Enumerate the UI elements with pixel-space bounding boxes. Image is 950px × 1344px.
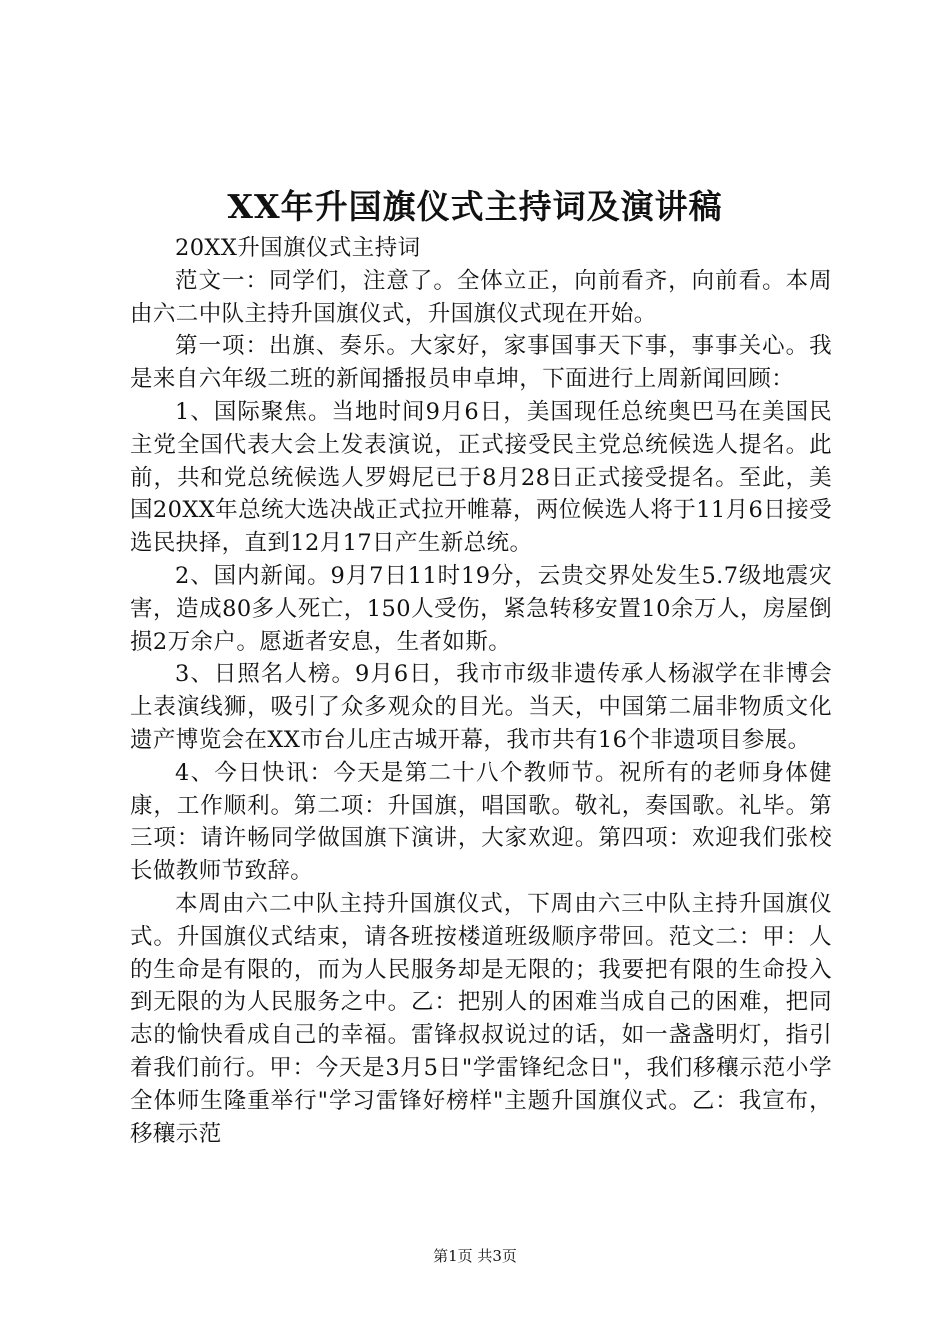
document-body <box>130 232 832 1150</box>
document-title: XX年升国旗仪式主持词及演讲稿 <box>227 187 723 226</box>
paragraph: 第一项：出旗、奏乐。大家好，家事国事天下事，事事关心。我是来自六年级二班的新闻播报员申卓坤，下面进行上周新闻回顾： <box>130 333 832 393</box>
page-number-footer: 第1页 共3页 <box>433 1247 517 1265</box>
paragraph: 3、日照名人榜。9月6日，我市市级非遗传承人杨淑学在非博会上表演线狮，吸引了众多观众的目光。当天，中国第二届非物质文化遗产博览会在XX市台儿庄古城开幕，我市共有16个非遗项目参展。 <box>130 661 832 753</box>
paragraph: 范文一：同学们，注意了。全体立正，向前看齐，向前看。本周由六二中队主持升国旗仪式，升国旗仪式现在开始。 <box>130 267 832 327</box>
paragraph: 1、国际聚焦。当地时间9月6日，美国现任总统奥巴马在美国民主党全国代表大会上发表演说，正式接受民主党总统候选人提名。此前，共和党总统候选人罗姆尼已于8月28日正式接受提名。至此，美国20XX年总统大选决战正式拉开帷幕，两位候选人将于11月6日接受选民抉择，直到12月17日产生新总统。 <box>130 398 832 557</box>
paragraph: 本周由六二中队主持升国旗仪式，下周由六三中队主持升国旗仪式。升国旗仪式结束，请各班按楼道班级顺序带回。范文二：甲：人的生命是有限的，而为人民服务却是无限的；我要把有限的生命投入到无限的为人民服务之中。乙：把别人的困难当成自己的困难，把同志的愉快看成自己的幸福。雷锋叔叔说过的话，如一盏盏明灯，指引着我们前行。甲：今天是3月5日"学雷锋纪念日"，我们移穰示范小学全体师生隆重举行"学习雷锋好榜样"主题升国旗仪式。乙：我宣布，移穰示范 <box>130 890 832 1147</box>
paragraph: 2、国内新闻。9月7日11时19分，云贵交界处发生5.7级地震灾害，造成80多人死亡，150人受伤，紧急转移安置10余万人，房屋倒损2万余户。愿逝者安息，生者如斯。 <box>130 562 832 655</box>
paragraph: 4、今日快讯：今天是第二十八个教师节。祝所有的老师身体健康，工作顺利。第二项：升国旗，唱国歌。敬礼，奏国歌。礼毕。第三项：请许畅同学做国旗下演讲，大家欢迎。第四项：欢迎我们张校长做教师节致辞。 <box>130 759 832 885</box>
paragraph-heading: 20XX升国旗仪式主持词 <box>175 235 421 261</box>
